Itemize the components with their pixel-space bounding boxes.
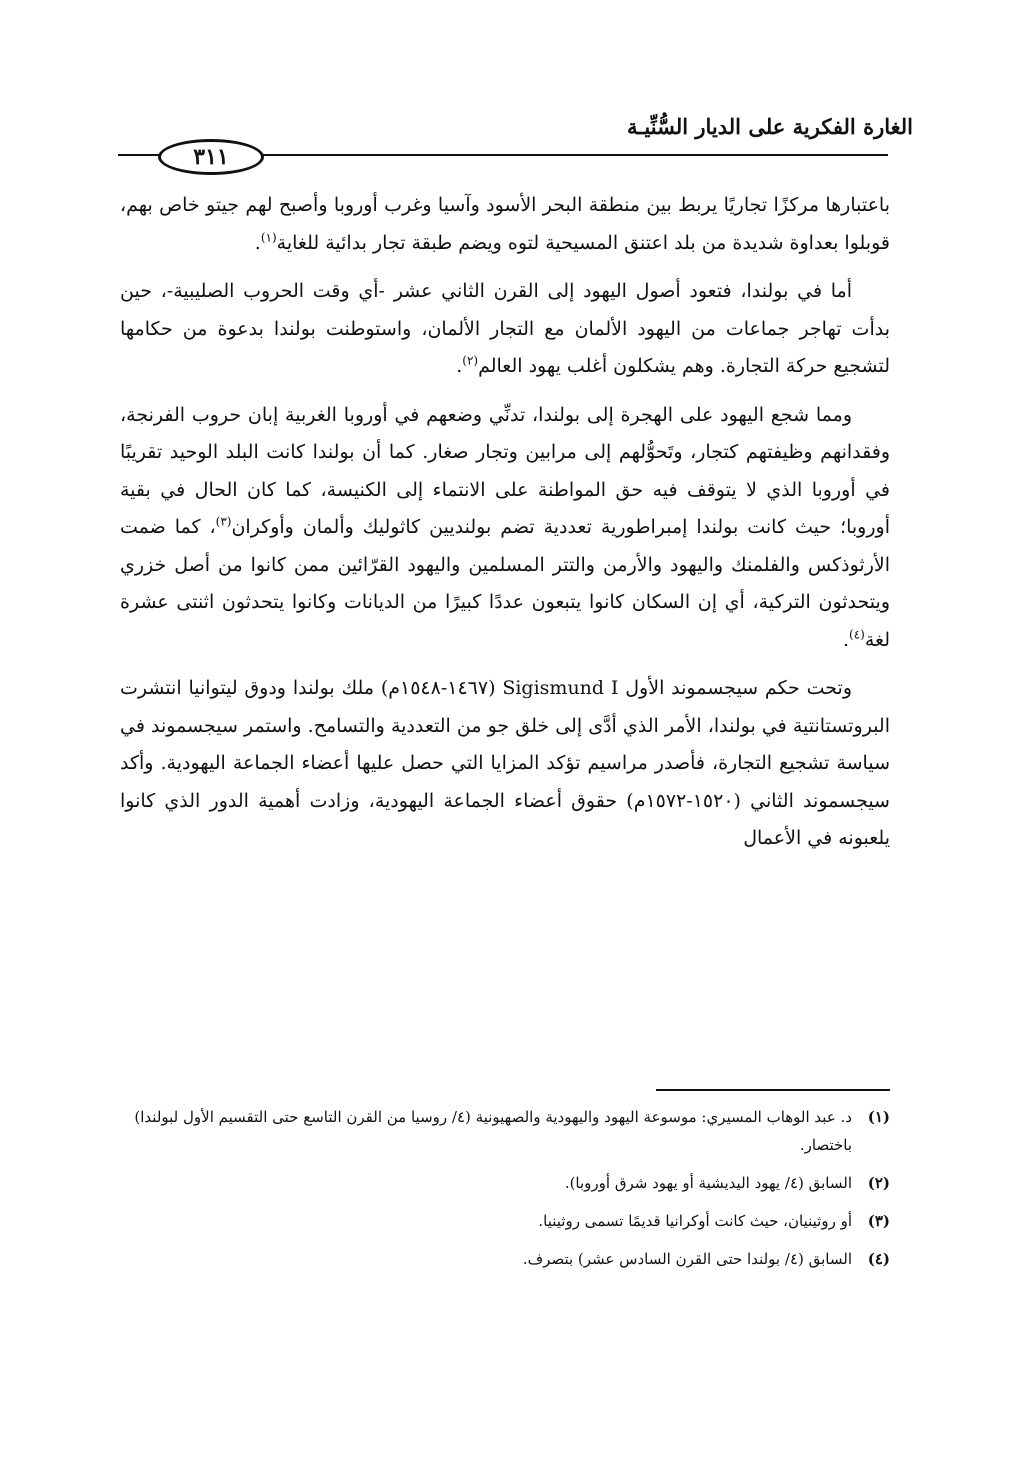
paragraph-1-tail: . [254, 231, 261, 254]
paragraph-3-text-a: ومما شجع اليهود على الهجرة إلى بولندا، تدنِّي وضعهم في أوروبا الغربية إبان حروب الفرنجة، وفقدانهم وظيفتهم كتجار، وتَحوُّلهم إلى مرابين وتجار صغار. كما أن بولندا كانت البلد الوحيد تقريبًا في أوروبا الذي لا يتوقف فيه حق المواطنة على الانتماء إلى الكنيسة، كما كان الحال في بقية أوروبا؛ حيث كانت بولندا إمبراطورية تعددية تضم بولنديين كاثوليك وألمان وأوكران [120, 403, 890, 538]
paragraph-3 [120, 397, 890, 660]
paragraph-2-text: أما في بولندا، فتعود أصول اليهود إلى القرن الثاني عشر -أي وقت الحروب الصليبية-، حين بدأت تهاجر جماعات من اليهود الألمان مع التجار الألمان، واستوطنت بولندا بدعوة من حكامها لتشجيع حركة التجارة. وهم يشكلون أغلب يهود العالم [120, 280, 890, 377]
footnote-2-text: السابق (٤/ يهود اليديشية أو يهود شرق أوروبا). [564, 1174, 852, 1192]
footnote-1-number: (١) [867, 1108, 890, 1126]
footnote-2-number: (٢) [867, 1174, 890, 1192]
paragraph-3-text-b: ، كما ضمت الأرثوذكس والفلمنك واليهود والأرمن والتتر المسلمين واليهود القرّائين ممن كانوا من أصل خزري ويتحدثون التركية، أي إن السكان كانوا يتبعون عددًا كبيرًا من الديانات وكانوا يتحدثون اثنتى عشرة لغة [120, 516, 890, 651]
page-number: ٣١١ [193, 144, 229, 170]
footnote-ref-4: (٤) [849, 627, 865, 642]
paragraph-2-tail: . [456, 355, 463, 377]
footnote-separator [656, 1089, 890, 1091]
paragraph-4-text: وتحت حكم سيجسموند الأول Sigismund I (١٤٦٧-١٥٤٨م) ملك بولندا ودوق ليتوانيا انتشرت البروتستانتية في بولندا، الأمر الذي أدَّى إلى خلق جو من التعددية والتسامح. واستمر سيجسموند في سياسة تشجيع التجارة، فأصدر مراسيم تؤكد المزايا التي حصل عليها أعضاء الجماعة اليهودية. وأكد سيجسموند الثاني (١٥٢٠-١٥٧٢م) حقوق أعضاء الجماعة اليهودية، وزادت أهمية الدور الذي كانوا يلعبونه في الأعمال [120, 677, 890, 849]
footnote-4-text: السابق (٤/ بولندا حتى القرن السادس عشر) بتصرف. [522, 1250, 852, 1268]
running-header-title: الغارة الفكرية على الديار السُّنِّيـة [627, 114, 913, 139]
paragraph-3-tail: . [842, 628, 850, 651]
paragraph-1-text: باعتبارها مركزًا تجاريًا يربط بين منطقة البحر الأسود وآسيا وغرب أوروبا وأصبح لهم جيتو خاص بهم، قوبلوا بعداوة شديدة من بلد اعتنق المسيحية لتوه ويضم طبقة تجار بدائية للغاية [120, 194, 890, 254]
footnote-3-text: أو روثينيان، حيث كانت أوكرانيا قديمًا تسمى روثينيا. [538, 1212, 852, 1230]
paragraph-4 [120, 670, 890, 858]
footnotes [120, 1103, 890, 1283]
footnote-3-number: (٣) [867, 1212, 890, 1230]
footnote-4-number: (٤) [867, 1250, 890, 1268]
page-number-badge [158, 139, 264, 175]
footnote-ref-1: (١) [260, 230, 277, 245]
footnote-1-text: د. عبد الوهاب المسيري: موسوعة اليهود واليهودية والصهيونية (٤/ روسيا من القرن التاسع حتى التقسيم الأول لبولندا) باختصار. [134, 1108, 852, 1154]
footnote-ref-3: (٣) [215, 514, 232, 529]
paragraph-1 [120, 187, 890, 262]
footnote-1 [120, 1103, 890, 1159]
footnote-2 [120, 1169, 890, 1197]
footnote-3 [120, 1207, 890, 1235]
footnote-4 [120, 1245, 890, 1273]
footnote-ref-2: (٢) [462, 353, 479, 368]
paragraph-2 [120, 273, 890, 386]
main-text [120, 187, 890, 869]
